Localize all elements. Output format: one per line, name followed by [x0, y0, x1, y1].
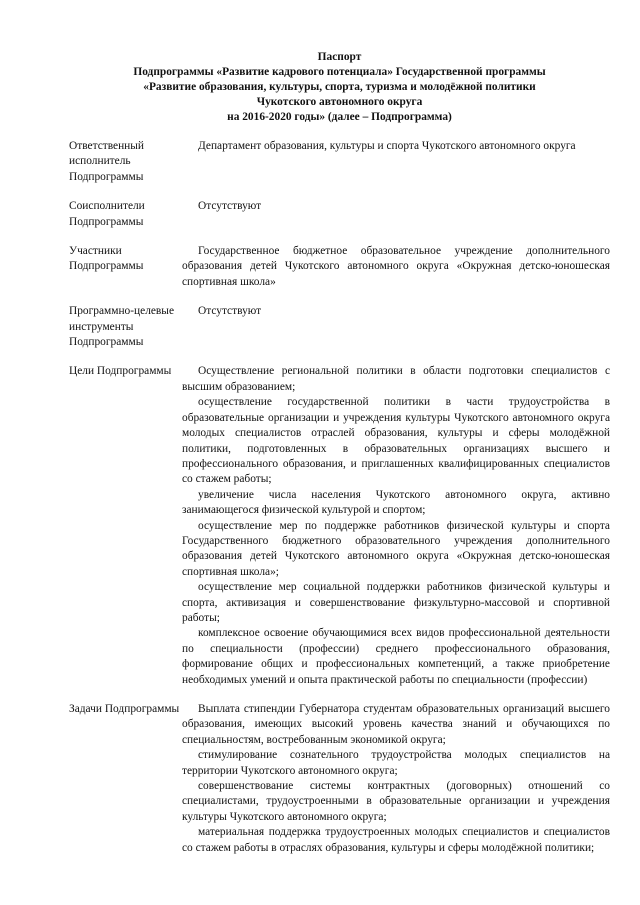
row-participants [69, 244, 610, 290]
row-label: Программно-целевые инструменты Подпрограммы [69, 305, 175, 349]
paragraph: Осуществление региональной политики в области подготовки специалистов с высшим образованием; [182, 365, 610, 393]
paragraph: Выплата стипендии Губернатора студентам образовательных организаций высшего образования, имеющих высокий уровень качества знаний и обучающихся по специальностям, востребованным экономикой округа; [182, 703, 610, 746]
title-line-3: «Развитие образования, культуры, спорта, туризма и молодёжной политики [143, 81, 536, 93]
title-line-1: Паспорт [317, 51, 362, 63]
paragraph: Государственное бюджетное образовательное учреждение дополнительного образования детей Чукотского автономного округа «Окружная детско-юношеская спортивная школа» [182, 245, 610, 288]
row-program-instruments [69, 304, 610, 350]
row-content [182, 304, 610, 350]
title-line-5: на 2016-2020 годы» (далее – Подпрограмма) [227, 111, 452, 123]
passport-title [69, 50, 610, 125]
paragraph: осуществление государственной политики в части трудоустройства в образовательные организации и учреждения культуры Чукотского автономного округа молодых специалистов отраслей образования, культуры и сферы молодёжной политики, подготовленных в образовательных организациях высшего и профессионального образования, и приглашенных квалифицированных специалистов со стажем работы; [182, 396, 610, 486]
paragraph: Отсутствуют [198, 305, 262, 318]
title-line-4: Чукотского автономного округа [256, 96, 423, 108]
paragraph: Департамент образования, культуры и спорта Чукотского автономного округа [198, 140, 576, 152]
row-content [182, 199, 610, 230]
row-label: Участники Подпрограммы [69, 245, 144, 273]
title-line-2: Подпрограммы «Развитие кадрового потенциала» Государственной программы [133, 66, 546, 78]
paragraph: Отсутствуют [198, 200, 262, 213]
paragraph: материальная поддержка трудоустроенных молодых специалистов и специалистов со стажем работы в отраслях образования, культуры и сферы молодёжной политики; [182, 826, 610, 854]
row-label: Ответственный исполнитель Подпрограммы [69, 140, 145, 183]
paragraph: осуществление мер социальной поддержки работников физической культуры и спорта, активизация и совершенствование физкультурно-массовой и спортивной работы; [182, 581, 610, 624]
paragraph: совершенствование системы контрактных (договорных) отношений со специалистами, трудоустроенными в образовательные организации и учреждения культуры Чукотского автономного округа; [182, 780, 610, 823]
row-content [182, 139, 610, 185]
row-co-executors [69, 199, 610, 230]
paragraph: увеличение числа населения Чукотского автономного округа, активно занимающегося физической культурой и спортом; [182, 488, 610, 517]
row-responsible-executor [69, 139, 610, 185]
paragraph: комплексное освоение обучающимися всех видов профессиональной деятельности по специальности (профессии) среднего профессионального образования, формирование общих и профессиональных компетенций, а также приобретение необходимых умений и опыта практической работы по специальности (профессии) [182, 627, 610, 686]
row-tasks [69, 702, 610, 856]
row-content [182, 244, 610, 290]
row-label: Задачи Подпрограммы [69, 703, 180, 715]
row-label: Соисполнители Подпрограммы [69, 200, 145, 228]
paragraph: осуществление мер по поддержке работников физической культуры и спорта Государственного бюджетного образовательного учреждения дополнительного образования детей Чукотского автономного округа «Окружная детско-юношеская спортивная школа»; [182, 519, 610, 578]
row-content [182, 364, 610, 688]
row-label: Цели Подпрограммы [69, 365, 172, 378]
row-goals [69, 364, 610, 688]
paragraph: стимулирование сознательного трудоустройства молодых специалистов на территории Чукотского автономного округа; [182, 749, 610, 777]
row-content [182, 702, 610, 856]
